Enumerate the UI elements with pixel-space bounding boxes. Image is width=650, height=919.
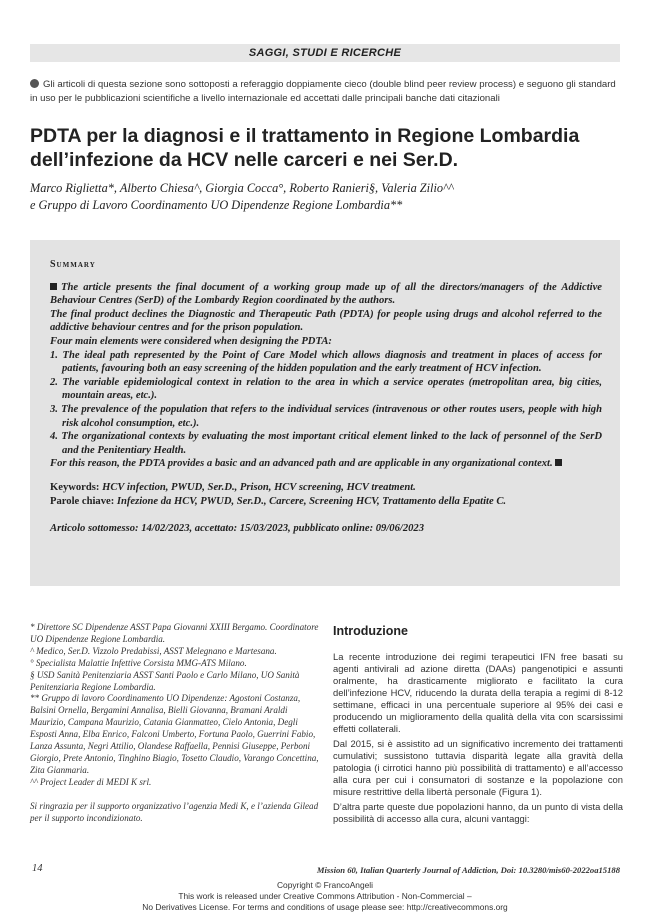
summary-paragraph-1 — [50, 281, 602, 308]
summary-p4-text: For this reason, the PDTA provides a basic and an advanced path and are applicable in any organizational context. — [50, 458, 553, 470]
page-number: 14 — [32, 863, 43, 874]
parole-chiave-row — [50, 495, 602, 509]
parole-chiave-value: Infezione da HCV, PWUD, Ser.D., Carcere, Screening HCV, Trattamento della Epatite C. — [116, 495, 507, 507]
section-banner: SAGGI, STUDI E RICERCHE — [30, 44, 620, 62]
parole-chiave-label: Parole chiave: — [50, 495, 115, 507]
copyright-line: No Derivatives License. For terms and conditions of usage please see: http://creativecommons.org — [142, 902, 508, 912]
authors — [30, 180, 624, 214]
summary-list-item: 4. The organizational contexts by evaluating the most important critical element linked to the lack of personnel of the SerD and the Penitentiary Health. — [50, 431, 602, 456]
footnote: ** Gruppo di lavoro Coordinamento UO Dipendenze: Agostoni Costanza, Balsini Ornella, Bergamini Annalisa, Bielli Giovanna, Bramani Araldi Maurizio, Campana Maurizio, Catania Gianmatteo, Cielo Antonia, Degli Esposti Anna, Elba Enrico, Falconi Umberto, Fortuna Paolo, Guerrini Fabio, Lanza Assunta, Negri Attilio, Olandese Raffaella, Pennisi Giuseppe, Perboni Giorgio, Prete Antonio, Tinghino Biagio, Tosetto Claudio, Varango Concettina, Zita Gianmaria. — [30, 693, 319, 775]
intro-paragraph: D’altra parte queste due popolazioni hanno, da un punto di vista della possibilità di accesso alla cura, alcuni vantaggi: — [333, 801, 623, 824]
summary-p1-text: The article presents the final document of a working group made up of all the directors/managers of the Addictive Behaviour Centres (SerD) of the Lombardy Region coordinated by the authors. — [50, 281, 602, 307]
keywords-label: Keywords: — [50, 481, 100, 493]
summary-paragraph-3: Four main elements were considered when designing the PDTA: — [50, 335, 332, 347]
acknowledgement: Si ringrazia per il supporto organizzativo l’agenzia Medi K, e l’azienda Gilead per il supporto incondizionato. — [30, 800, 319, 823]
summary-heading: Summary — [50, 259, 96, 270]
summary-paragraph-2: The final product declines the Diagnostic and Therapeutic Path (PDTA) for people using drugs and alcohol referred to the addictive behaviour centres and for the prison population. — [50, 308, 602, 334]
square-bullet-icon — [50, 283, 57, 290]
footnotes — [30, 622, 320, 825]
peer-review-text: Gli articoli di questa sezione sono sottoposti a referaggio doppiamente cieco (double blind peer review process) e seguono gli standard in uso per le pubblicazioni scientifiche a livello internazionale ed accettati dalle principali banche dati citazionali — [30, 79, 616, 104]
peer-review-note — [30, 78, 624, 105]
authors-line-2: e Gruppo di Lavoro Coordinamento UO Dipendenze Regione Lombardia** — [30, 198, 403, 212]
intro-body — [333, 651, 623, 828]
open-access-icon — [30, 79, 39, 88]
summary-list-item: 2. The variable epidemiological context in relation to the area in which a service operates (metropolitan area, big cities, mountain areas, etc.). — [50, 376, 602, 402]
intro-heading: Introduzione — [333, 624, 408, 638]
journal-reference: Mission 60, Italian Quarterly Journal of Addiction, Doi: 10.3280/mis60-2022oa15188 — [316, 865, 620, 875]
keywords-row — [50, 481, 602, 495]
copyright-line: This work is released under Creative Commons Attribution - Non-Commercial – — [178, 891, 472, 901]
intro-paragraph: La recente introduzione dei regimi terapeutici IFN free basati su agenti antivirali ad azione diretta (DAAs) pangenotipici e assunti oralmente, ha drasticamente migliorato e facilitato la cura dell’infezione HCV, riducendo la durata della terapia a regimi di 8-12 settimane, efficaci in una percentuale superiore al 95% dei casi e producendo un miglioramento della qualità della vita con scarsissimi effetti collaterali. — [333, 651, 623, 734]
article-title — [30, 124, 624, 172]
copyright-notice — [0, 880, 650, 913]
title-line-2: dell’infezione da HCV nelle carceri e nei Ser.D. — [30, 149, 459, 171]
authors-line-1: Marco Riglietta*, Alberto Chiesa^, Giorgia Cocca°, Roberto Ranieri§, Valeria Zilio^^ — [30, 181, 454, 195]
square-end-icon — [555, 459, 562, 466]
summary-paragraph-4 — [50, 457, 602, 471]
footnote: * Direttore SC Dipendenze ASST Papa Giovanni XXIII Bergamo. Coordinatore UO Dipendenze Regione Lombardia. — [30, 622, 319, 644]
intro-paragraph: Dal 2015, si è assistito ad un significativo incremento dei trattamenti cumulativi; sussistono tuttavia disparità legate alla gravità della patologia (i cirrotici hanno più possibilità di trattamento) e all’accesso alla cura per cui i consumatori di sostanze e la popolazione con misure restrittive della libertà personale (Figura 1). — [333, 738, 623, 797]
summary-list-item: 3. The prevalence of the population that refers to the individual services (intravenous or other routes users, people with high risk alcohol consumption, etc.). — [50, 403, 602, 429]
footnote: ^ Medico, Ser.D. Vizzolo Predabissi, ASST Melegnano e Martesana. — [30, 645, 277, 656]
footnote: ° Specialista Malattie Infettive Corsista MMG-ATS Milano. — [30, 657, 247, 668]
footnote: § USD Sanità Penitenziaria ASST Santi Paolo e Carlo Milano, UO Sanità Penitenziaria Regione Lombardia. — [30, 669, 300, 692]
summary-list-item: 1. The ideal path represented by the Point of Care Model which allows diagnosis and treatment in places of access for patients, favouring both an easy screening of the hidden population and the early treatment of HCV infection. — [50, 349, 602, 375]
submission-dates: Articolo sottomesso: 14/02/2023, accettato: 15/03/2023, pubblicato online: 09/06/2023 — [50, 523, 425, 535]
footnote: ^^ Project Leader di MEDI K srl. — [30, 776, 152, 787]
keywords-value: HCV infection, PWUD, Ser.D., Prison, HCV screening, HCV treatment. — [102, 481, 416, 493]
copyright-line: Copyright © FrancoAngeli — [276, 880, 373, 890]
summary-box — [30, 240, 620, 586]
title-line-1: PDTA per la diagnosi e il trattamento in Regione Lombardia — [30, 125, 580, 147]
summary-content — [50, 258, 602, 546]
summary-list — [50, 349, 602, 458]
